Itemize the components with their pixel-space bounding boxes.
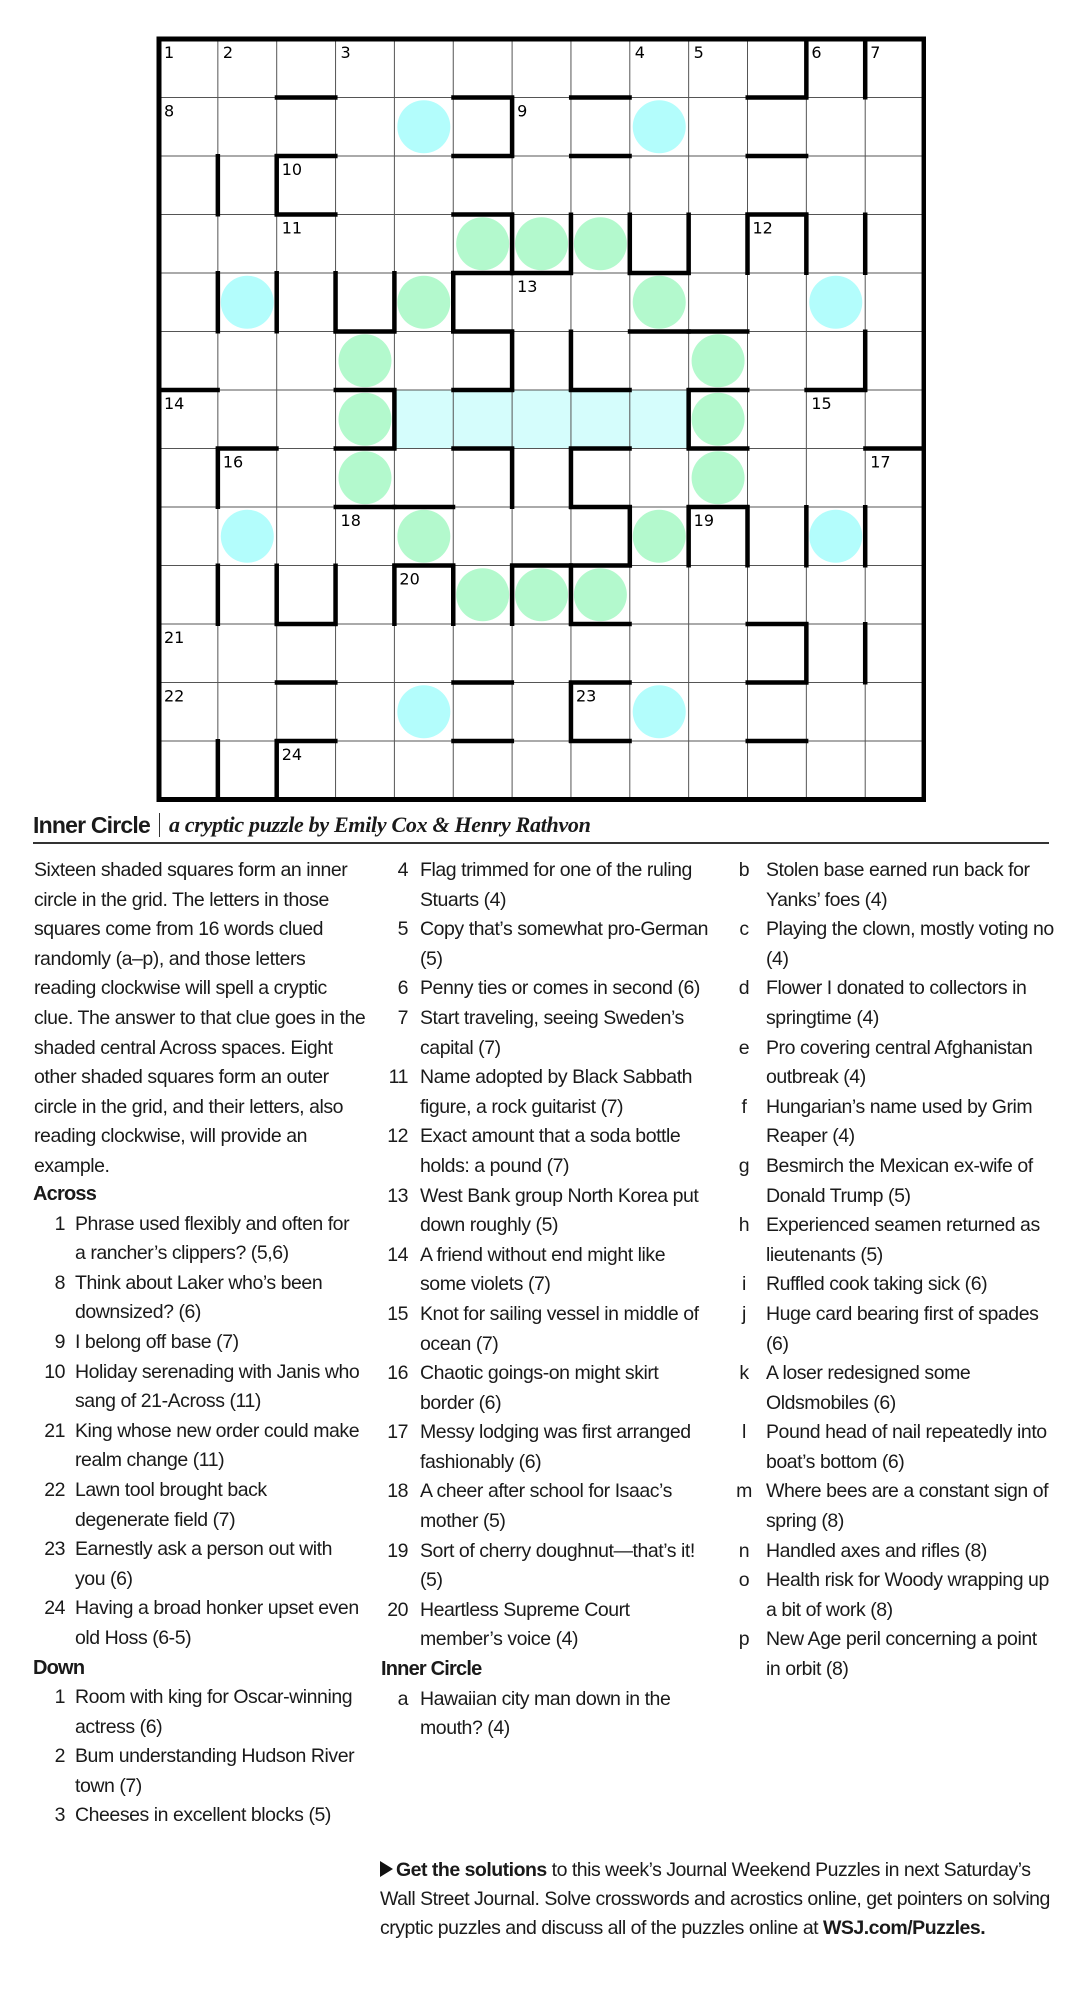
clue-number: o bbox=[738, 1569, 750, 1592]
cell-number: 2 bbox=[222, 43, 234, 62]
clue-number: 9 bbox=[54, 1330, 65, 1353]
inner-circle-clue bbox=[734, 1270, 1054, 1300]
clue-column-middle bbox=[376, 856, 712, 1744]
cell-number: 1 bbox=[164, 43, 175, 62]
down-clue bbox=[376, 1477, 712, 1536]
clue-text: Earnestly ask a person out with you (6) bbox=[75, 1538, 333, 1590]
clue-text: Exact amount that a soda bottle holds: a pound (7) bbox=[420, 1125, 681, 1177]
down-clue bbox=[376, 915, 712, 974]
clue-number: a bbox=[397, 1687, 408, 1710]
clue-number: m bbox=[736, 1480, 752, 1503]
clue-column-right bbox=[734, 856, 1054, 1685]
down-clue bbox=[376, 1537, 712, 1596]
cell-number: 24 bbox=[281, 745, 303, 764]
cell-number: 6 bbox=[811, 43, 822, 62]
clue-number: n bbox=[738, 1539, 750, 1562]
inner-circle-clue bbox=[734, 1152, 1054, 1211]
clue-number: 22 bbox=[44, 1478, 65, 1501]
cell-number: 19 bbox=[693, 511, 715, 530]
clue-text: I belong off base (7) bbox=[75, 1330, 239, 1353]
inner-circle-clue bbox=[734, 1477, 1054, 1536]
inner-circle-clue bbox=[734, 1034, 1054, 1093]
down-clue bbox=[376, 1418, 712, 1477]
across-clue bbox=[33, 1210, 363, 1269]
clue-text: Hungarian’s name used by Grim Reaper (4) bbox=[766, 1095, 1033, 1148]
inner-circle-clue bbox=[734, 1211, 1054, 1270]
cell-number: 22 bbox=[164, 686, 185, 706]
clue-text: A loser redesigned some Oldsmobiles (6) bbox=[766, 1362, 971, 1414]
cell-number: 16 bbox=[222, 452, 244, 472]
clue-text: Phrase used flexibly and often for a rancher’s clippers? (5,6) bbox=[75, 1212, 350, 1265]
clue-number: 14 bbox=[387, 1243, 408, 1266]
inner-circle-cell bbox=[574, 568, 627, 621]
cell-number: 4 bbox=[634, 43, 645, 62]
clue-text: Hawaiian city man down in the mouth? (4) bbox=[420, 1687, 671, 1740]
clue-text: Health risk for Woody wrapping up a bit of work (8) bbox=[766, 1569, 1049, 1621]
cell-number: 15 bbox=[811, 394, 832, 413]
across-heading: Across bbox=[33, 1183, 97, 1205]
down-clue bbox=[376, 1241, 712, 1300]
down-clue bbox=[376, 974, 712, 1004]
down-clue bbox=[33, 1801, 363, 1831]
clue-text: Experienced seamen returned as lieutenants (5) bbox=[766, 1214, 1040, 1266]
inner-circle-cell bbox=[338, 393, 391, 446]
outer-circle-cell bbox=[633, 100, 686, 153]
down-clue bbox=[376, 1359, 712, 1418]
inner-circle-cell bbox=[338, 451, 391, 504]
solutions-body: to this week’s Journal Weekend Puzzles in next Saturday’s Wall Street Journal. Solve crosswords and acrostics online, get pointers on solving cryptic puzzles and discuss all of the puzzles online at bbox=[380, 1859, 1050, 1939]
clue-text: Flag trimmed for one of the ruling Stuarts (4) bbox=[420, 859, 692, 911]
puzzle-title-bar bbox=[33, 808, 1049, 844]
cell-number: 13 bbox=[517, 277, 538, 296]
central-across-cell bbox=[453, 390, 512, 449]
across-clue bbox=[33, 1269, 363, 1328]
clue-number: 10 bbox=[44, 1360, 65, 1383]
clue-text: A cheer after school for Isaac’s mother (5) bbox=[420, 1480, 672, 1533]
clue-number: g bbox=[738, 1154, 750, 1177]
clue-text: Heartless Supreme Court member’s voice (4) bbox=[420, 1598, 630, 1651]
clue-number: 17 bbox=[387, 1421, 408, 1444]
inner-circle-heading: Inner Circle bbox=[381, 1658, 482, 1681]
inner-circle-clue bbox=[734, 1625, 1054, 1684]
cell-number: 18 bbox=[340, 511, 361, 530]
clue-text: New Age peril concerning a point in orbit (8) bbox=[766, 1628, 1037, 1681]
clue-number: 7 bbox=[397, 1006, 408, 1029]
cell-number: 21 bbox=[164, 628, 185, 647]
inner-circle-clue-list-continued bbox=[734, 856, 1054, 1685]
across-clue-list bbox=[33, 1210, 363, 1654]
inner-circle-cell bbox=[515, 217, 568, 270]
clue-number: 8 bbox=[54, 1271, 65, 1294]
cell-number: 12 bbox=[752, 218, 773, 238]
inner-circle-cell bbox=[574, 217, 627, 270]
inner-circle-cell bbox=[456, 217, 509, 270]
clue-number: i bbox=[742, 1273, 746, 1296]
cell-number: 3 bbox=[340, 43, 351, 62]
inner-circle-cell bbox=[338, 334, 391, 387]
inner-circle-clue bbox=[734, 1537, 1054, 1567]
cell-number: 11 bbox=[281, 218, 303, 238]
central-across-cell bbox=[512, 390, 571, 449]
clue-text: Cheeses in excellent blocks (5) bbox=[75, 1804, 331, 1827]
clue-number: 3 bbox=[54, 1804, 65, 1827]
down-clue bbox=[376, 856, 712, 915]
inner-circle-clue bbox=[734, 1418, 1054, 1477]
inner-circle-cell bbox=[397, 510, 450, 563]
outer-circle-cell bbox=[397, 100, 450, 153]
clue-text: Copy that’s somewhat pro-German (5) bbox=[420, 918, 709, 970]
clue-text: Handled axes and rifles (8) bbox=[766, 1539, 987, 1562]
down-clue bbox=[376, 1004, 712, 1063]
inner-circle-cell bbox=[633, 510, 686, 563]
inner-circle-cell bbox=[692, 334, 745, 387]
clue-text: A friend without end might like some violets (7) bbox=[420, 1243, 666, 1296]
down-clue bbox=[33, 1683, 363, 1742]
clue-text: Ruffled cook taking sick (6) bbox=[766, 1273, 988, 1296]
clue-number: 18 bbox=[387, 1480, 408, 1503]
clue-number: 11 bbox=[388, 1066, 408, 1089]
clue-number: 20 bbox=[387, 1598, 408, 1621]
clue-text: Where bees are a constant sign of spring (8) bbox=[766, 1480, 1049, 1533]
inner-circle-cell bbox=[692, 451, 745, 504]
clue-text: Knot for sailing vessel in middle of ocean (7) bbox=[420, 1302, 699, 1355]
clue-number: 2 bbox=[54, 1745, 65, 1768]
inner-circle-clue bbox=[734, 974, 1054, 1033]
across-clue bbox=[33, 1535, 363, 1594]
down-clue bbox=[33, 1742, 363, 1801]
clue-text: Penny ties or comes in second (6) bbox=[420, 977, 700, 1000]
down-clue-list-continued bbox=[376, 856, 712, 1655]
cell-number: 20 bbox=[399, 569, 420, 589]
down-heading: Down bbox=[33, 1656, 85, 1679]
central-across-cell bbox=[571, 390, 630, 449]
clue-text: Pro covering central Afghanistan outbreak (4) bbox=[766, 1036, 1033, 1089]
clue-number: 13 bbox=[387, 1184, 408, 1207]
clue-number: h bbox=[738, 1214, 750, 1237]
clue-number: d bbox=[738, 977, 750, 1000]
inner-circle-clue bbox=[734, 1300, 1054, 1359]
puzzles-link[interactable]: WSJ.com/Puzzles. bbox=[823, 1917, 986, 1939]
clue-number: 12 bbox=[387, 1125, 408, 1148]
outer-circle-cell bbox=[809, 510, 862, 563]
crossword-grid bbox=[156, 36, 926, 802]
cell-number: 5 bbox=[693, 43, 704, 62]
across-clue bbox=[33, 1417, 363, 1476]
instructions: Sixteen shaded squares form an inner circle in the grid. The letters in those squares come from 16 words clued randomly (a–p), and those letters reading clockwise will spell a cryptic clue. The answer to that clue goes in the shaded central Across spaces. Eight other shaded squares form an outer circle in the grid, and their letters, also reading clockwise, will provide an example. bbox=[34, 859, 366, 1177]
central-across-cell bbox=[394, 390, 453, 449]
clue-number: 21 bbox=[44, 1419, 65, 1442]
cell-number: 23 bbox=[575, 686, 597, 706]
outer-circle-cell bbox=[633, 685, 686, 738]
clue-text: Playing the clown, mostly voting no (4) bbox=[766, 918, 1054, 970]
clue-number: 24 bbox=[44, 1597, 65, 1620]
title-divider bbox=[159, 813, 160, 837]
inner-circle-clue bbox=[734, 1359, 1054, 1418]
inner-circle-cell bbox=[692, 393, 745, 446]
puzzle-title: Inner Circle bbox=[33, 811, 150, 838]
clue-text: Lawn tool brought back degenerate field (7) bbox=[75, 1478, 267, 1531]
clue-number: p bbox=[738, 1628, 750, 1651]
cell-number: 17 bbox=[870, 452, 891, 472]
clue-number: j bbox=[742, 1302, 746, 1325]
clue-number: 15 bbox=[387, 1302, 408, 1325]
clue-text: West Bank group North Korea put down roughly (5) bbox=[420, 1184, 699, 1237]
clue-text: Name adopted by Black Sabbath figure, a rock guitarist (7) bbox=[420, 1066, 693, 1118]
down-clue bbox=[376, 1300, 712, 1359]
inner-circle-cell bbox=[456, 568, 509, 621]
across-clue bbox=[33, 1328, 363, 1358]
clue-number: f bbox=[741, 1095, 747, 1118]
clue-number: b bbox=[738, 859, 750, 881]
clue-number: c bbox=[739, 918, 749, 941]
clue-text: Stolen base earned run back for Yanks’ foes (4) bbox=[766, 859, 1030, 911]
solutions-note bbox=[380, 1856, 1060, 1943]
clue-text: Huge card bearing first of spades (6) bbox=[766, 1302, 1039, 1355]
clue-text: Holiday serenading with Janis who sang of 21-Across (11) bbox=[75, 1360, 360, 1413]
central-across-cell bbox=[630, 390, 689, 449]
down-clue bbox=[376, 1182, 712, 1241]
inner-circle-clue bbox=[734, 856, 1054, 915]
clue-number: l bbox=[742, 1421, 746, 1444]
across-clue bbox=[33, 1358, 363, 1417]
clue-number: k bbox=[739, 1362, 749, 1385]
clue-text: Room with king for Oscar-winning actress (6) bbox=[75, 1686, 353, 1738]
inner-circle-clue bbox=[734, 1093, 1054, 1152]
inner-circle-cell bbox=[515, 568, 568, 621]
cell-number: 10 bbox=[281, 160, 303, 179]
clue-number: 1 bbox=[54, 1686, 65, 1709]
clue-text: Having a broad honker upset even old Hoss (6-5) bbox=[75, 1597, 359, 1649]
clue-column-left bbox=[33, 1180, 363, 1831]
inner-circle-clue bbox=[734, 915, 1054, 974]
clue-number: 1 bbox=[54, 1212, 65, 1235]
clue-text: Start traveling, seeing Sweden’s capital (7) bbox=[420, 1006, 684, 1059]
clue-number: 5 bbox=[397, 918, 408, 941]
clue-number: 19 bbox=[387, 1539, 408, 1562]
cell-number: 9 bbox=[517, 101, 528, 121]
cell-number: 7 bbox=[870, 43, 881, 62]
cell-number: 8 bbox=[164, 101, 175, 121]
clue-number: 4 bbox=[397, 859, 408, 881]
down-clue bbox=[376, 1596, 712, 1655]
inner-circle-clue bbox=[734, 1566, 1054, 1625]
cell-number: 14 bbox=[164, 394, 185, 413]
clue-text: Bum understanding Hudson River town (7) bbox=[75, 1745, 355, 1797]
triangle-right-icon bbox=[380, 1861, 393, 1877]
across-clue bbox=[33, 1476, 363, 1535]
outer-circle-cell bbox=[221, 510, 274, 563]
inner-circle-clue bbox=[376, 1685, 712, 1744]
down-clue bbox=[376, 1122, 712, 1181]
inner-circle-cell bbox=[397, 276, 450, 329]
puzzle-byline: a cryptic puzzle by Emily Cox & Henry Rathvon bbox=[168, 812, 591, 837]
clue-text: King whose new order could make realm change (11) bbox=[75, 1419, 360, 1472]
clue-text: Besmirch the Mexican ex-wife of Donald Trump (5) bbox=[766, 1154, 1033, 1207]
inner-circle-clue-list bbox=[376, 1685, 712, 1744]
clue-text: Chaotic goings-on might skirt border (6) bbox=[420, 1362, 659, 1414]
clue-text: Messy lodging was first arranged fashionably (6) bbox=[420, 1421, 691, 1473]
clue-text: Pound head of nail repeatedly into boat’s bottom (6) bbox=[766, 1421, 1047, 1473]
clue-number: 16 bbox=[387, 1362, 408, 1385]
down-clue bbox=[376, 1063, 712, 1122]
inner-circle-cell bbox=[633, 276, 686, 329]
across-clue bbox=[33, 1594, 363, 1653]
down-clue-list bbox=[33, 1683, 363, 1831]
outer-circle-cell bbox=[397, 685, 450, 738]
clue-number: 23 bbox=[44, 1538, 65, 1561]
solutions-lead: Get the solutions bbox=[396, 1859, 547, 1881]
clue-text: Think about Laker who’s been downsized? (6) bbox=[75, 1271, 323, 1324]
clue-number: 6 bbox=[397, 977, 408, 1000]
clue-text: Flower I donated to collectors in springtime (4) bbox=[766, 977, 1027, 1029]
clue-text: Sort of cherry doughnut—that’s it! (5) bbox=[420, 1539, 695, 1592]
outer-circle-cell bbox=[809, 276, 862, 329]
outer-circle-cell bbox=[221, 276, 274, 329]
clue-number: e bbox=[738, 1036, 750, 1059]
